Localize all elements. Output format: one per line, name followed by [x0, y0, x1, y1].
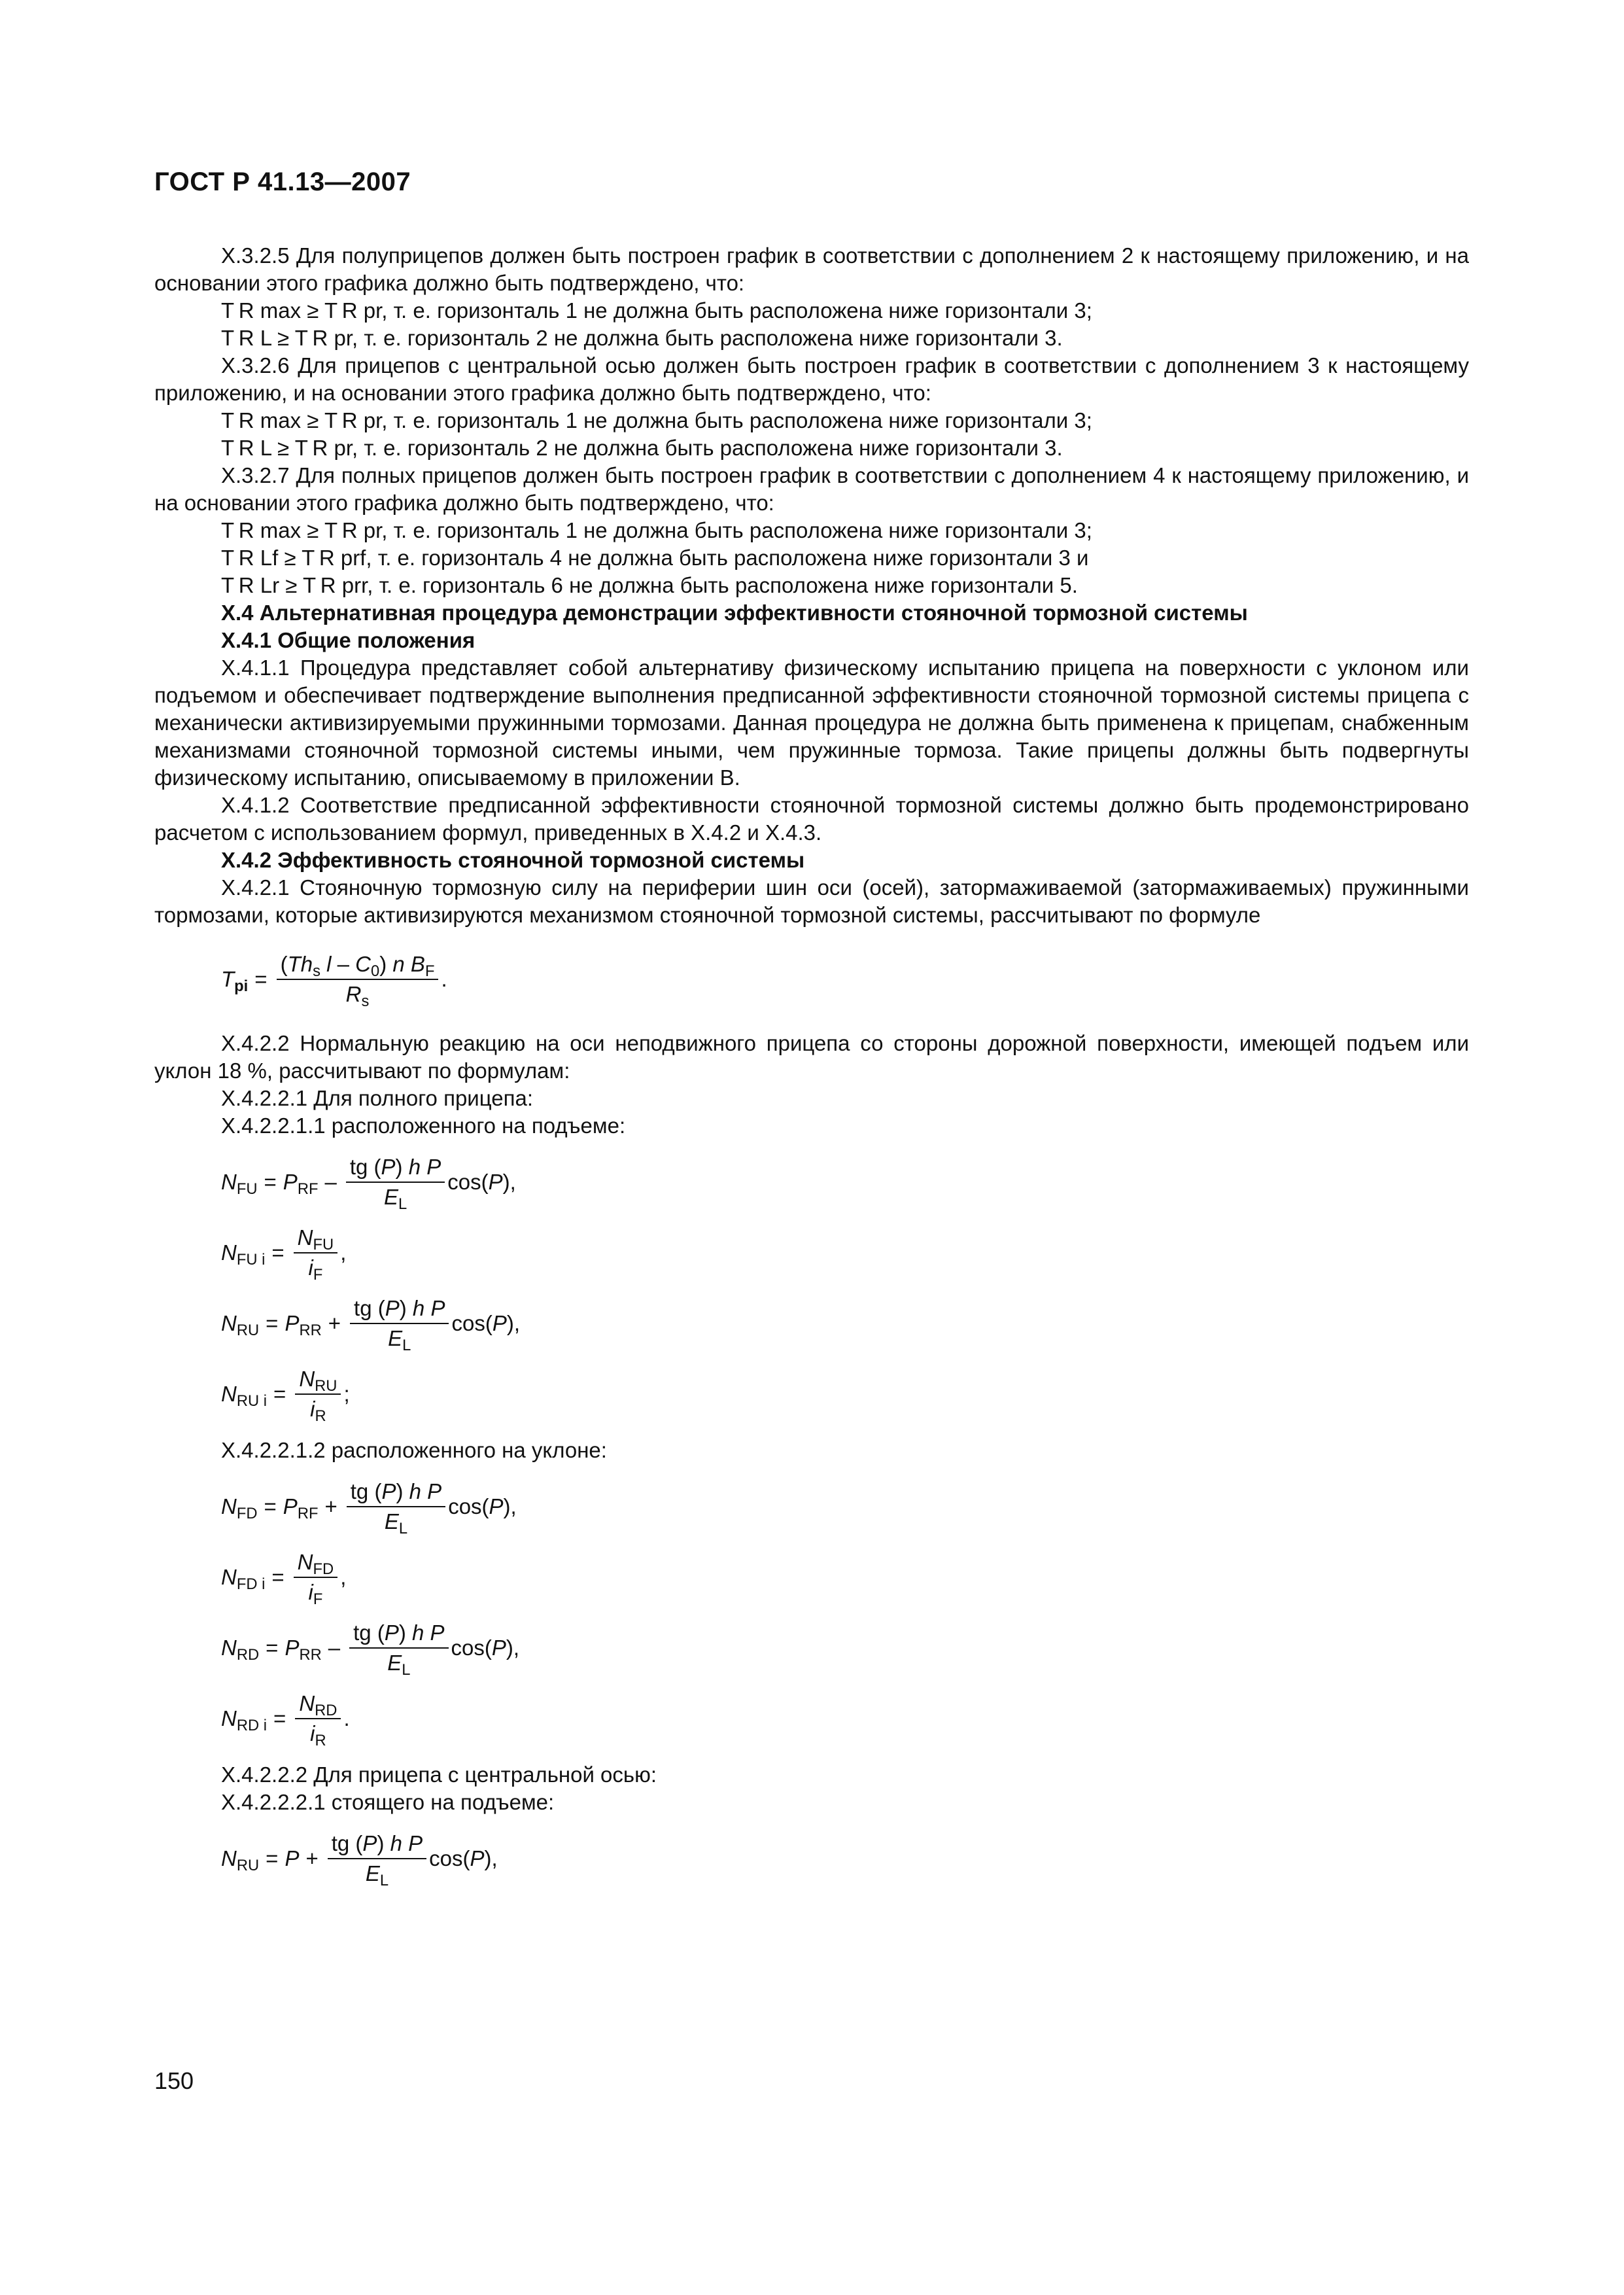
section-heading-x41: Х.4.1 Общие положения — [221, 628, 475, 652]
paragraph-x325: Х.3.2.5 Для полуприцепов должен быть построен график в соответствии с дополнением 2 к настоящему приложению, и на основании этого графика должно быть подтверждено, что: — [154, 243, 1469, 295]
document-header: ГОСТ Р 41.13—2007 — [154, 167, 411, 196]
condition-line: T R L ≥ T R pr, т. е. горизонталь 2 не должна быть расположена ниже горизонтали 3. — [221, 326, 1063, 350]
paragraph-x412: Х.4.1.2 Соответствие предписанной эффективности стояночной тормозной системы должно быть продемонстрировано расчетом с использованием формул, приведенных в Х.4.2 и Х.4.3. — [154, 793, 1469, 845]
paragraph-x42212: Х.4.2.2.1.2 расположенного на уклоне: — [221, 1438, 607, 1462]
formula-nru: $N_{RU}$ = $P_{RR}$ + $\frac{\text{tg (P) h P}}{E_L}$ cos(P), — [221, 1296, 520, 1355]
section-heading-x4: Х.4 Альтернативная процедура демонстрации эффективности стояночной тормозной системы — [221, 601, 1248, 625]
document-body — [154, 242, 1469, 1901]
paragraph-x411: Х.4.1.1 Процедура представляет собой альтернативу физическому испытанию прицепа на поверхности с уклоном или подъемом и обеспечивает подтверждение выполнения предписанной эффективности стояночной тормозной системы прицепа с механически активизируемыми пружинными тормозами. Данная процедура не должна быть применена к прицепам, снабженным механизмами стояночной тормозной системы иными, чем пружинные тормоза. Такие прицепы должны быть подвергнуты физическому испытанию, описываемому в приложении В. — [154, 656, 1469, 790]
formula-nfui: $N_{FU i}$ = $\frac{N_{FU}}{i_F}$ , — [221, 1225, 347, 1284]
condition-line: T R Lr ≥ T R prr, т. е. горизонталь 6 не должна быть расположена ниже горизонтали 5. — [221, 573, 1078, 597]
paragraph-x4222: Х.4.2.2.2 Для прицепа с центральной осью: — [221, 1762, 657, 1787]
condition-line: T R Lf ≥ T R prf, т. е. горизонталь 4 не должна быть расположена ниже горизонтали 3 и — [221, 546, 1089, 570]
paragraph-x422: Х.4.2.2 Нормальную реакцию на оси неподвижного прицепа со стороны дорожной поверхности, имеющей подъем или уклон 18 %, рассчитывают по формулам: — [154, 1031, 1469, 1083]
paragraph-x421: Х.4.2.1 Стояночную тормозную силу на периферии шин оси (осей), затормаживаемой (затормаживаемых) пружинными тормозами, которые активизируются механизмом стояночной тормозной системы, рассчитывают по формуле — [154, 875, 1469, 927]
formula-nfdi: $N_{FD i}$ = $\frac{N_{FD}}{i_F}$ , — [221, 1550, 347, 1609]
formula-nrui: $N_{RU i}$ = $\frac{N_{RU}}{i_R}$ ; — [221, 1367, 350, 1426]
formula-nrd: $N_{RD}$ = $P_{RR}$ – $\frac{\text{tg (P) h P}}{E_L}$ cos(P), — [221, 1621, 520, 1679]
section-heading-x42: Х.4.2 Эффективность стояночной тормозной системы — [221, 848, 805, 872]
paragraph-x42221: Х.4.2.2.2.1 стоящего на подъеме: — [221, 1790, 555, 1814]
formula-nrdi: $N_{RD i}$ = $\frac{N_{RD}}{i_R}$ . — [221, 1691, 350, 1750]
formula-nfu: $N_{FU}$ = $P_{RF}$ – $\frac{\text{tg (P) h P}}{E_L}$ cos(P), — [221, 1155, 516, 1214]
formula-tpi: $T_{pi}$ = $\frac{(Th_s l - C_0) n B_F}{R_s}$ . — [221, 952, 447, 1011]
condition-line: T R max ≥ T R pr, т. е. горизонталь 1 не должна быть расположена ниже горизонтали 3; — [221, 518, 1092, 542]
formula-nru-central: $N_{RU}$ = P + $\frac{\text{tg (P) h P}}{E_L}$ cos(P), — [221, 1831, 498, 1890]
condition-line: T R L ≥ T R pr, т. е. горизонталь 2 не должна быть расположена ниже горизонтали 3. — [221, 436, 1063, 460]
formula-nfd: $N_{FD}$ = $P_{RF}$ + $\frac{\text{tg (P) h P}}{E_L}$ cos(P), — [221, 1479, 517, 1538]
paragraph-x326: Х.3.2.6 Для прицепов с центральной осью должен быть построен график в соответствии с дополнением 3 к настоящему приложению, и на основании этого графика должно быть подтверждено, что: — [154, 353, 1469, 405]
page-number: 150 — [154, 2067, 194, 2094]
paragraph-x4221: Х.4.2.2.1 Для полного прицепа: — [221, 1086, 534, 1110]
paragraph-x42211: Х.4.2.2.1.1 расположенного на подъеме: — [221, 1113, 626, 1138]
paragraph-x327: Х.3.2.7 Для полных прицепов должен быть построен график в соответствии с дополнением 4 к настоящему приложению, и на основании этого графика должно быть подтверждено, что: — [154, 463, 1469, 515]
condition-line: T R max ≥ T R pr, т. е. горизонталь 1 не должна быть расположена ниже горизонтали 3; — [221, 408, 1092, 432]
condition-line: T R max ≥ T R pr, т. е. горизонталь 1 не должна быть расположена ниже горизонтали 3; — [221, 298, 1092, 323]
